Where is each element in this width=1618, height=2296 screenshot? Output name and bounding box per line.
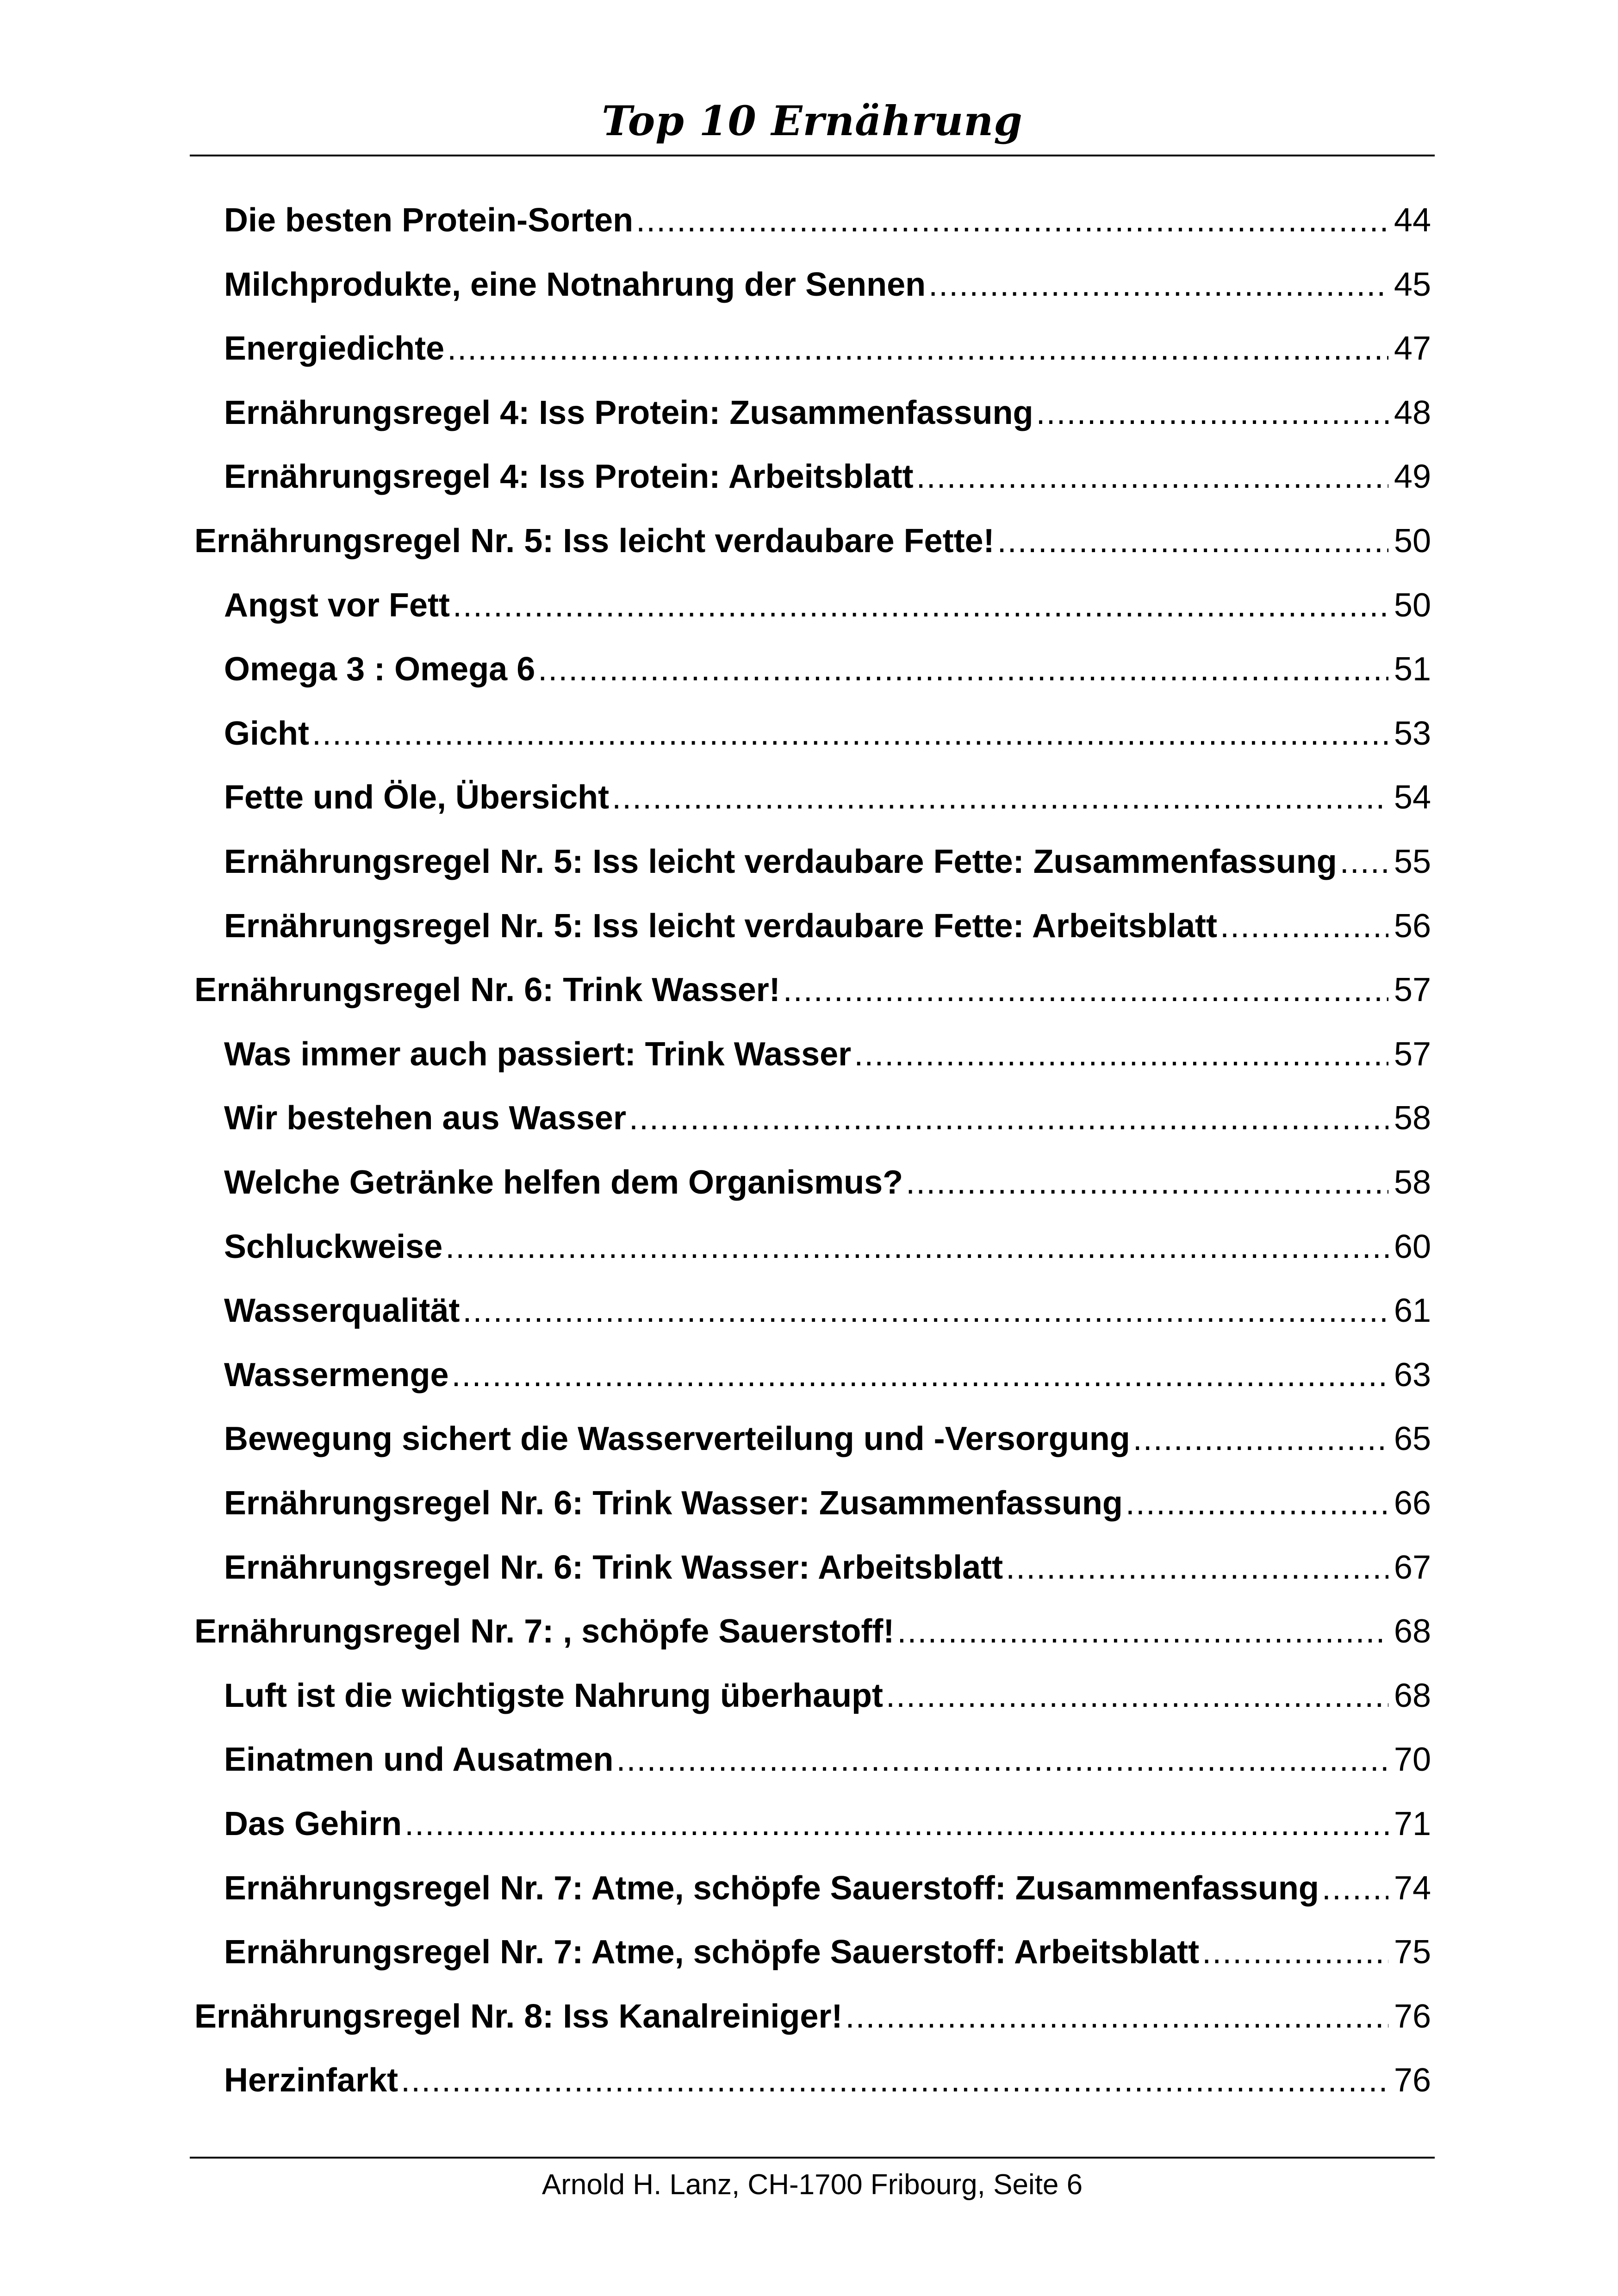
toc-entry[interactable] [224, 1288, 1431, 1334]
toc-entry-title: Was immer auch passiert: Trink Wasser [224, 1035, 852, 1073]
toc-entry-title: Ernährungsregel Nr. 6: Trink Wasser: Zusammenfassung [224, 1485, 1123, 1522]
toc-entry-page-number: 57 [1394, 971, 1431, 1009]
toc-entry[interactable] [224, 454, 1431, 500]
toc-entry-page-number: 58 [1394, 1100, 1431, 1137]
toc-dot-leader [1220, 903, 1388, 949]
toc-dot-leader [854, 1031, 1388, 1077]
toc-dot-leader [997, 518, 1388, 564]
toc-entry[interactable] [224, 2057, 1431, 2103]
toc-dot-leader [1006, 1544, 1388, 1591]
toc-dot-leader [538, 646, 1388, 692]
toc-dot-leader [629, 1095, 1388, 1141]
toc-entry[interactable] [224, 197, 1431, 243]
toc-entry-page-number: 53 [1394, 715, 1431, 752]
toc-dot-leader [616, 1736, 1388, 1783]
toc-dot-leader [445, 1224, 1388, 1270]
toc-entry-title: Ernährungsregel Nr. 5: Iss leicht verdaubare Fette: Zusammenfassung [224, 843, 1337, 880]
toc-entry[interactable] [224, 1801, 1431, 1847]
toc-entry-page-number: 49 [1394, 458, 1431, 496]
toc-entry-title: Ernährungsregel 4: Iss Protein: Zusammenfassung [224, 394, 1033, 431]
toc-entry[interactable] [194, 1608, 1431, 1655]
header-divider [190, 155, 1435, 156]
toc-entry-page-number: 76 [1394, 2062, 1431, 2099]
toc-entry-page-number: 75 [1394, 1934, 1431, 1971]
toc-entry[interactable] [224, 1865, 1431, 1911]
toc-entry-page-number: 67 [1394, 1549, 1431, 1586]
toc-entry[interactable] [224, 1031, 1431, 1077]
toc-entry[interactable] [224, 710, 1431, 757]
toc-dot-leader [447, 325, 1388, 372]
toc-entry[interactable] [224, 1224, 1431, 1270]
toc-entry[interactable] [224, 1929, 1431, 1975]
toc-entry-title: Energiedichte [224, 330, 445, 367]
toc-dot-leader [906, 1159, 1388, 1206]
toc-entry-title: Ernährungsregel Nr. 7: Atme, schöpfe Sauerstoff: Zusammenfassung [224, 1869, 1319, 1907]
toc-dot-leader [312, 710, 1388, 757]
toc-entry-page-number: 50 [1394, 586, 1431, 624]
toc-entry-title: Ernährungsregel Nr. 5: Iss leicht verdaubare Fette! [194, 523, 995, 560]
toc-entry[interactable] [224, 1736, 1431, 1783]
toc-entry-title: Ernährungsregel Nr. 7: , schöpfe Sauerstoff! [194, 1613, 895, 1650]
toc-dot-leader [452, 1352, 1388, 1398]
toc-entry[interactable] [224, 1159, 1431, 1206]
toc-entry-title: Angst vor Fett [224, 586, 450, 624]
toc-entry[interactable] [224, 325, 1431, 372]
toc-entry-title: Die besten Protein-Sorten [224, 202, 634, 239]
toc-entry-page-number: 65 [1394, 1420, 1431, 1458]
toc-entry-page-number: 51 [1394, 651, 1431, 688]
toc-entry[interactable] [224, 1352, 1431, 1398]
toc-entry-title: Luft ist die wichtigste Nahrung überhaupt [224, 1677, 884, 1714]
toc-dot-leader [462, 1288, 1388, 1334]
toc-dot-leader [1036, 390, 1388, 436]
toc-entry-title: Ernährungsregel 4: Iss Protein: Arbeitsblatt [224, 458, 914, 496]
toc-dot-leader [636, 197, 1388, 243]
toc-entry-page-number: 63 [1394, 1356, 1431, 1394]
toc-dot-leader [612, 774, 1388, 821]
toc-dot-leader [1340, 839, 1388, 885]
toc-dot-leader [845, 1993, 1388, 2040]
toc-entry-title: Ernährungsregel Nr. 7: Atme, schöpfe Sauerstoff: Arbeitsblatt [224, 1934, 1200, 1971]
toc-entry-title: Schluckweise [224, 1228, 443, 1265]
toc-dot-leader [1133, 1416, 1388, 1462]
toc-dot-leader [404, 1801, 1388, 1847]
page-header-title: Top 10 Ernährung [602, 97, 1023, 145]
toc-entry-title: Ernährungsregel Nr. 6: Trink Wasser! [194, 971, 780, 1009]
toc-entry[interactable] [224, 839, 1431, 885]
toc-entry-page-number: 71 [1394, 1805, 1431, 1842]
toc-entry-page-number: 44 [1394, 202, 1431, 239]
toc-entry[interactable] [224, 1480, 1431, 1526]
toc-entry[interactable] [224, 646, 1431, 692]
toc-dot-leader [1126, 1480, 1388, 1526]
toc-entry-title: Fette und Öle, Übersicht [224, 779, 610, 816]
toc-entry-page-number: 76 [1394, 1997, 1431, 2035]
toc-entry[interactable] [224, 1095, 1431, 1141]
toc-entry[interactable] [224, 903, 1431, 949]
toc-entry[interactable] [194, 518, 1431, 564]
toc-entry[interactable] [194, 967, 1431, 1013]
toc-entry-page-number: 57 [1394, 1035, 1431, 1073]
toc-entry-page-number: 47 [1394, 330, 1431, 367]
toc-entry-page-number: 48 [1394, 394, 1431, 431]
toc-dot-leader [897, 1608, 1388, 1655]
toc-entry-title: Wasserqualität [224, 1292, 460, 1330]
footer-divider [190, 2157, 1435, 2159]
page-footer: Arnold H. Lanz, CH-1700 Fribourg, Seite 6 [541, 2169, 1083, 2201]
toc-entry-page-number: 58 [1394, 1164, 1431, 1201]
toc-entry-title: Wassermenge [224, 1356, 449, 1394]
toc-dot-leader [916, 454, 1388, 500]
toc-entry-page-number: 66 [1394, 1485, 1431, 1522]
toc-entry[interactable] [224, 582, 1431, 628]
toc-entry-title: Ernährungsregel Nr. 8: Iss Kanalreiniger! [194, 1997, 843, 2035]
toc-entry[interactable] [224, 1416, 1431, 1462]
toc-entry-page-number: 45 [1394, 266, 1431, 303]
toc-entry-title: Omega 3 : Omega 6 [224, 651, 535, 688]
toc-entry-page-number: 74 [1394, 1869, 1431, 1907]
toc-entry-title: Herzinfarkt [224, 2062, 398, 2099]
toc-dot-leader [928, 261, 1388, 308]
toc-entry[interactable] [224, 261, 1431, 308]
toc-dot-leader [1202, 1929, 1388, 1975]
toc-entry-page-number: 55 [1394, 843, 1431, 880]
toc-entry-title: Gicht [224, 715, 310, 752]
toc-entry-title: Milchprodukte, eine Notnahrung der Sennen [224, 266, 926, 303]
toc-entry[interactable] [224, 1673, 1431, 1719]
toc-entry-page-number: 70 [1394, 1741, 1431, 1779]
toc-entry-page-number: 68 [1394, 1677, 1431, 1714]
toc-entry-page-number: 50 [1394, 523, 1431, 560]
toc-dot-leader [783, 967, 1388, 1013]
toc-entry-page-number: 54 [1394, 779, 1431, 816]
toc-entry-page-number: 60 [1394, 1228, 1431, 1265]
toc-entry-title: Bewegung sichert die Wasserverteilung und -Versorgung [224, 1420, 1130, 1458]
toc-entry-title: Einatmen und Ausatmen [224, 1741, 614, 1779]
toc-entry-title: Ernährungsregel Nr. 5: Iss leicht verdaubare Fette: Arbeitsblatt [224, 907, 1217, 945]
toc-dot-leader [453, 582, 1388, 628]
toc-entry[interactable] [224, 1544, 1431, 1591]
toc-entry-page-number: 68 [1394, 1613, 1431, 1650]
toc-entry[interactable] [224, 774, 1431, 821]
toc-entry[interactable] [224, 390, 1431, 436]
toc-entry-page-number: 61 [1394, 1292, 1431, 1330]
toc-entry-title: Wir bestehen aus Wasser [224, 1100, 626, 1137]
toc-dot-leader [1322, 1865, 1388, 1911]
toc-entry[interactable] [194, 1993, 1431, 2040]
toc-entry-title: Das Gehirn [224, 1805, 402, 1842]
toc-entry-title: Ernährungsregel Nr. 6: Trink Wasser: Arbeitsblatt [224, 1549, 1003, 1586]
toc-entry-title: Welche Getränke helfen dem Organismus? [224, 1164, 903, 1201]
toc-dot-leader [886, 1673, 1388, 1719]
toc-dot-leader [401, 2057, 1388, 2103]
toc-entry-page-number: 56 [1394, 907, 1431, 945]
